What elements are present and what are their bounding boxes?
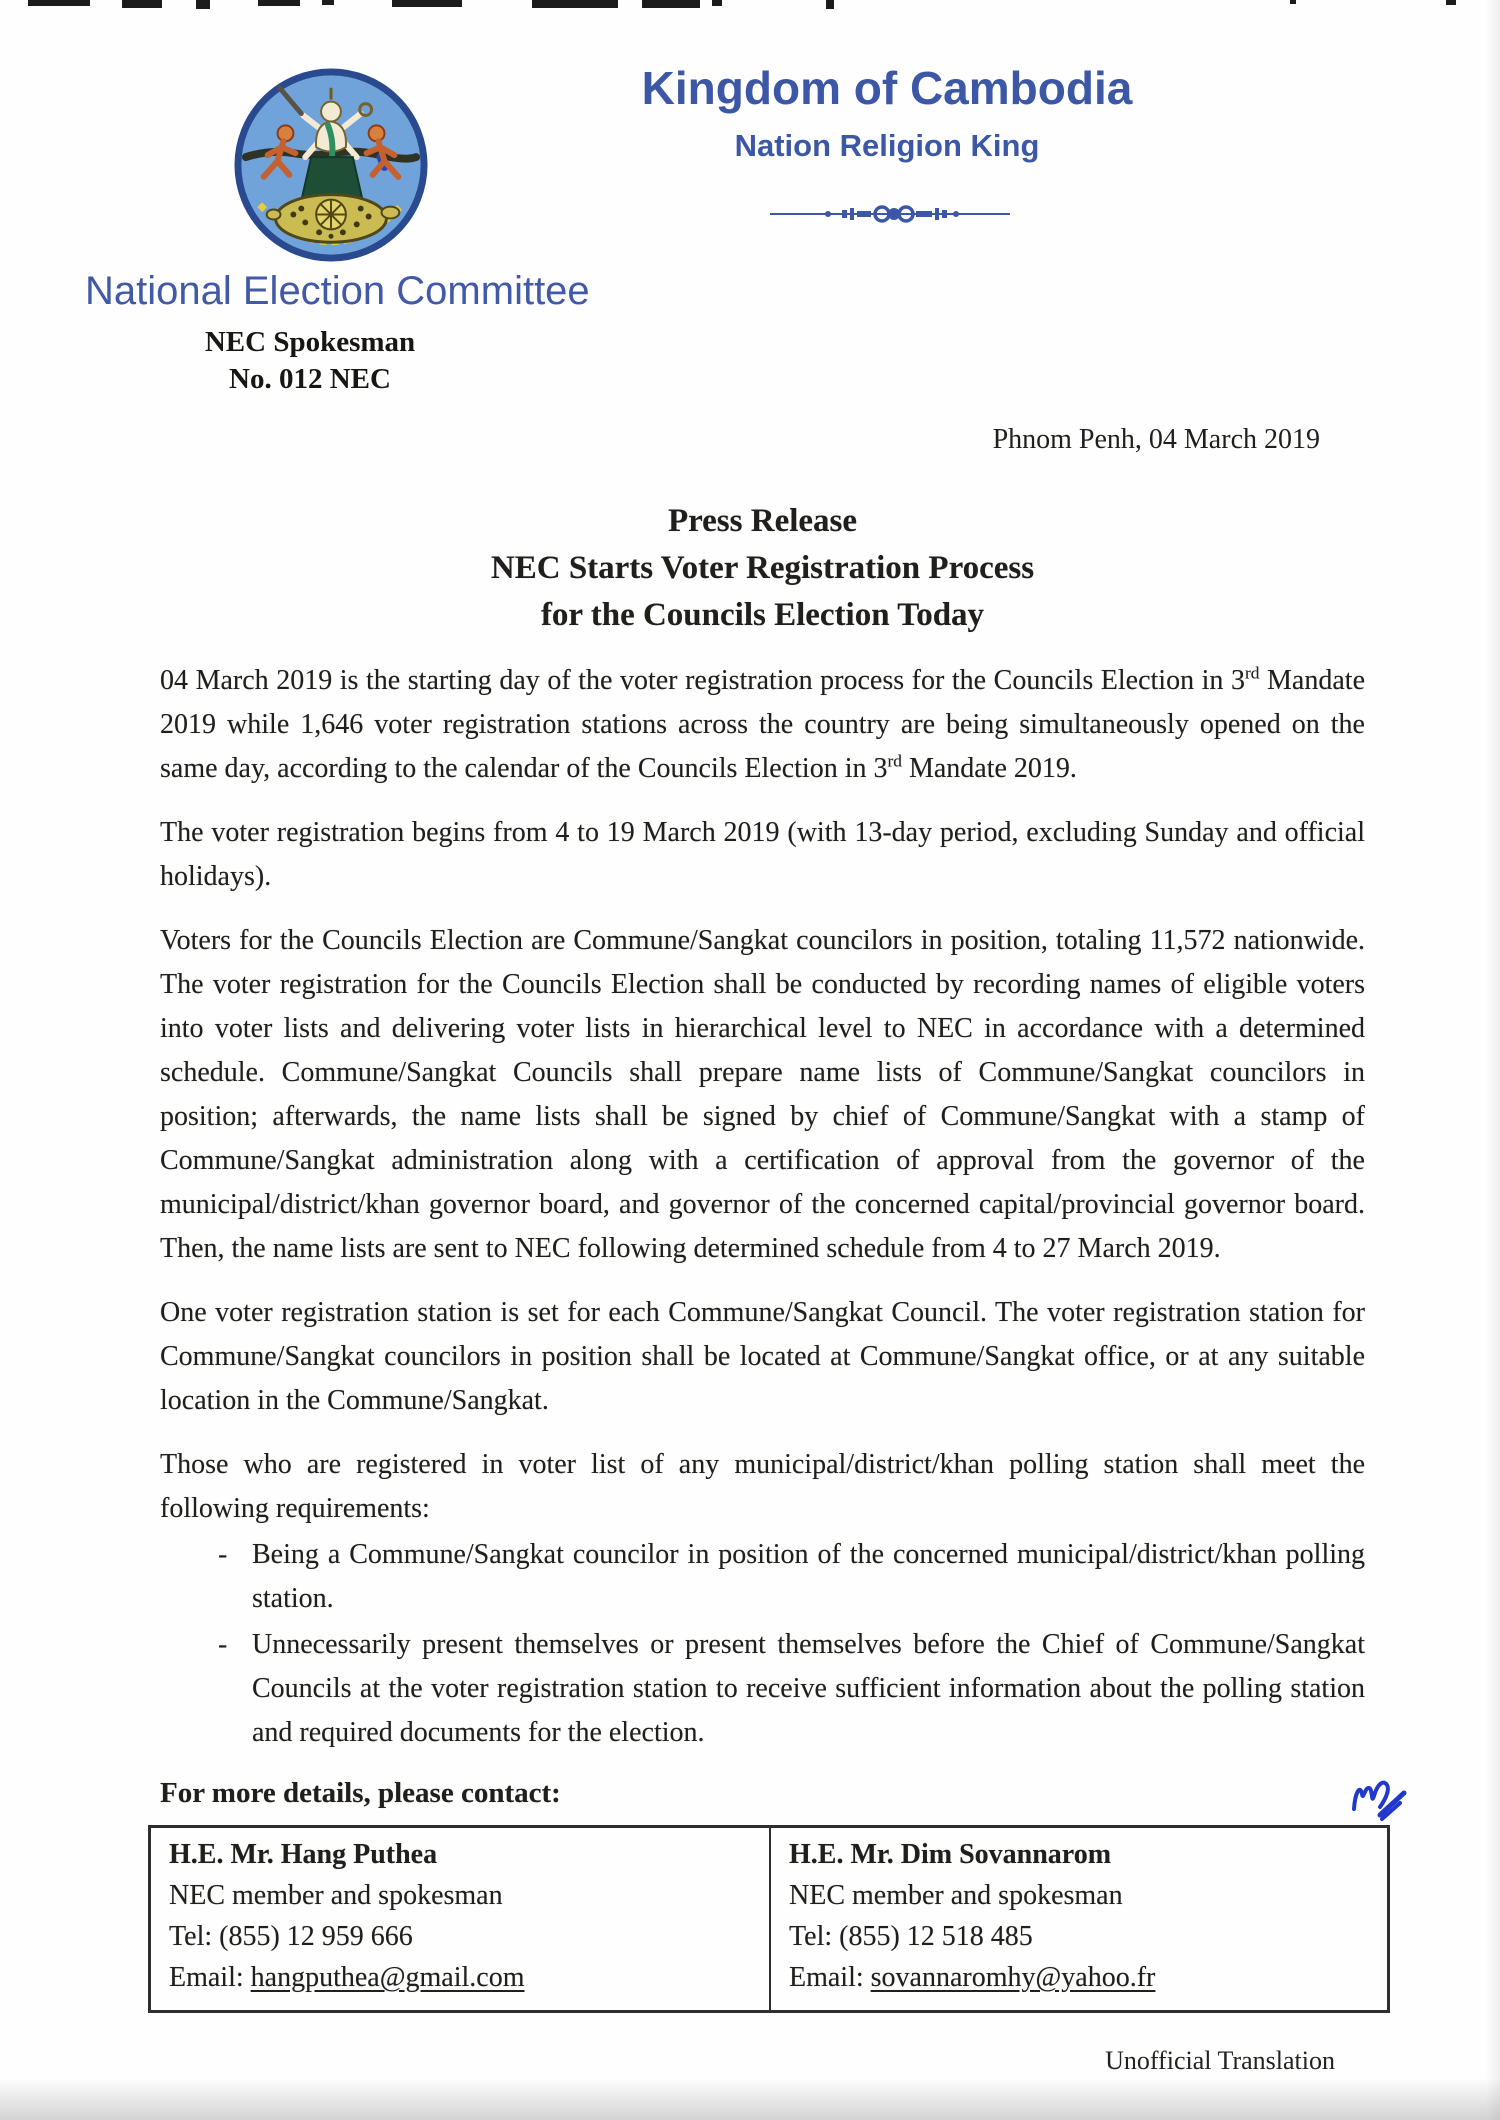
- scan-artifact: [642, 0, 700, 8]
- list-item-text: Being a Commune/Sangkat councilor in position of the concerned municipal/district/khan polling station.: [252, 1539, 1365, 1614]
- dateline: Phnom Penh, 04 March 2019: [992, 424, 1320, 455]
- contact-cell-left: [151, 1828, 769, 2010]
- email-address: sovannaromhy@yahoo.fr: [870, 1962, 1156, 1993]
- list-item: [160, 1623, 1365, 1755]
- contact-table: [148, 1825, 1390, 2013]
- email-label: Email:: [789, 1962, 871, 1993]
- body-paragraph: [160, 659, 1365, 791]
- scan-artifact: [1446, 0, 1456, 5]
- kingdom-title: Kingdom of Cambodia: [641, 62, 1133, 114]
- scan-artifact: [826, 0, 834, 9]
- ornamental-divider-icon: [770, 203, 1010, 225]
- bullet-marker: -: [218, 1629, 228, 1660]
- spokesman-block: [110, 324, 510, 398]
- title-line-3: for the Councils Election Today: [540, 597, 985, 633]
- contact-role: NEC member and spokesman: [169, 1880, 503, 1911]
- nec-emblem-logo: [232, 66, 430, 264]
- scan-artifact: [28, 0, 90, 6]
- committee-name: National Election Committee: [85, 269, 590, 313]
- contact-table-wrap: [148, 1825, 1390, 2013]
- scan-artifact: [392, 0, 462, 7]
- contact-name: H.E. Mr. Hang Puthea: [169, 1839, 438, 1870]
- document-number: No. 012 NEC: [229, 363, 391, 395]
- contact-name: H.E. Mr. Dim Sovannarom: [789, 1839, 1112, 1870]
- scan-artifact: [122, 0, 162, 8]
- list-item: [160, 1533, 1365, 1621]
- contact-tel: Tel: (855) 12 518 485: [789, 1921, 1033, 1952]
- contact-heading: For more details, please contact:: [160, 1777, 561, 1809]
- scan-artifact: [322, 0, 334, 5]
- scan-artifact: [532, 0, 618, 8]
- spokesman-line: NEC Spokesman: [204, 326, 416, 358]
- paragraph-text: Mandate 2019.: [901, 753, 1077, 784]
- ordinal-superscript: rd: [887, 751, 902, 771]
- paragraph-text: 04 March 2019 is the starting day of the voter registration process for the Councils Election in 3: [160, 665, 1245, 696]
- paragraph-text: Mandate 2019 while 1,646 voter registration stations across the country are being simultaneously opened on the same day, according to the calendar of the Councils Election in 3: [160, 665, 1365, 784]
- scan-artifact: [258, 0, 300, 6]
- scan-artifact: [712, 0, 722, 6]
- title-line-2: NEC Starts Voter Registration Process: [490, 550, 1035, 586]
- title-line-1: Press Release: [667, 503, 858, 539]
- signature-initials: [1342, 1763, 1418, 1839]
- scan-artifact: [1290, 0, 1296, 4]
- body-paragraph: Those who are registered in voter list of any municipal/district/khan polling station shall meet the following requirements:: [160, 1449, 1365, 1524]
- contact-role: NEC member and spokesman: [789, 1880, 1123, 1911]
- email-label: Email:: [169, 1962, 251, 1993]
- scan-shadow-right: [1486, 0, 1500, 2120]
- footer-note: Unofficial Translation: [1105, 2046, 1335, 2075]
- document-title: [160, 498, 1365, 639]
- contact-cell-right: [769, 1828, 1387, 2010]
- contact-tel: Tel: (855) 12 959 666: [169, 1921, 413, 1952]
- national-motto: Nation Religion King: [734, 128, 1040, 163]
- ordinal-superscript: rd: [1245, 663, 1260, 683]
- body-paragraph: Voters for the Councils Election are Commune/Sangkat councilors in position, totaling 11,572 nationwide. The voter registration for the Councils Election shall be conducted by recording names of eligible voters into voter lists and delivering voter lists in hierarchical level to NEC in accordance with a determined schedule. Commune/Sangkat Councils shall prepare name lists of Commune/Sangkat councilors in position; afterwards, the name lists shall be signed by chief of Commune/Sangkat with a stamp of Commune/Sangkat administration along with a certification of approval from the governor of the municipal/district/khan governor board, and governor of the concerned capital/provincial governor board. Then, the name lists are sent to NEC following determined schedule from 4 to 27 March 2019.: [160, 925, 1365, 1264]
- body-paragraph: The voter registration begins from 4 to 19 March 2019 (with 13-day period, excluding Sunday and official holidays).: [160, 817, 1365, 892]
- bullet-marker: -: [218, 1539, 228, 1570]
- scan-artifact: [196, 0, 210, 9]
- contact-email-line: [169, 1957, 759, 1998]
- document-body: [160, 498, 1365, 2013]
- body-paragraph: One voter registration station is set for each Commune/Sangkat Council. The voter registration station for Commune/Sangkat councilors in position shall be located at Commune/Sangkat office, or at any suitable location in the Commune/Sangkat.: [160, 1297, 1365, 1416]
- scan-shadow-bottom: [0, 2078, 1500, 2120]
- list-item-text: Unnecessarily present themselves or present themselves before the Chief of Commune/Sangkat Councils at the voter registration station to receive sufficient information about the polling station and required documents for the election.: [252, 1629, 1365, 1748]
- email-address: hangputhea@gmail.com: [250, 1962, 525, 1993]
- contact-email-line: [789, 1957, 1377, 1998]
